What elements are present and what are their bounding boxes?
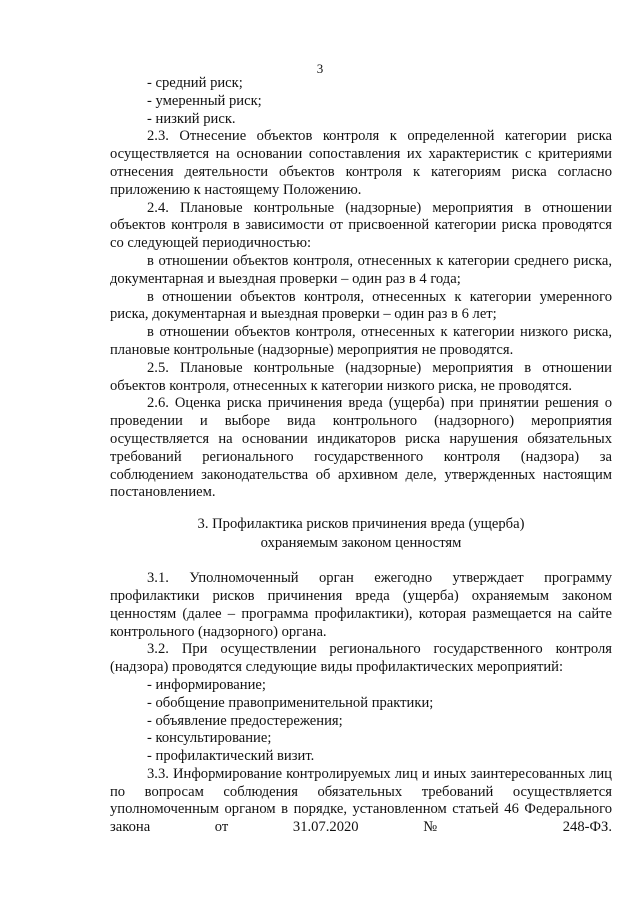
paragraph-3-3: 3.3. Информирование контролируемых лиц и иных заинтересованных лиц по вопросам соблюдения обязательных требований осуществляется уполномоченным органом в порядке, установленном статьей 46 Федерального закона от 31.07.2020 № 248-ФЗ. — [110, 765, 612, 836]
paragraph-moderate-risk-frequency: в отношении объектов контроля, отнесенных к категории умеренного риска, документарная и выездная проверки – один раз в 6 лет; — [110, 288, 612, 323]
paragraph-2-6: 2.6. Оценка риска причинения вреда (ущерба) при принятии решения о проведении и выборе вида контрольного (надзорного) мероприятия осуществляется на основании индикаторов риска нарушения обязательных требований регионального государственного контроля (надзора) за соблюдением законодательства об архивном деле, утвержденных настоящим постановлением. — [110, 395, 612, 501]
paragraph-medium-risk-frequency: в отношении объектов контроля, отнесенных к категории среднего риска, документарная и выездная проверки – один раз в 4 года; — [110, 252, 612, 287]
section-3-heading — [110, 515, 612, 553]
list-item-generalization: - обобщение правоприменительной практики; — [147, 694, 434, 711]
paragraph-low-risk-frequency: в отношении объектов контроля, отнесенных к категории низкого риска, плановые контрольные (надзорные) мероприятия не проводятся. — [110, 324, 612, 358]
document-body — [110, 75, 612, 837]
paragraph-2-4: 2.4. Плановые контрольные (надзорные) мероприятия в отношении объектов контроля в зависимости от присвоенной категории риска проводятся со следующей периодичностью: — [110, 199, 612, 252]
list-item-low-risk: - низкий риск. — [147, 110, 236, 127]
list-item-consulting: - консультирование; — [147, 730, 272, 747]
list-item-informing: - информирование; — [147, 676, 266, 693]
section-3-heading-line1: 3. Профилактика рисков причинения вреда (ущерба) — [197, 516, 525, 533]
list-item-moderate-risk: - умеренный риск; — [147, 92, 262, 109]
paragraph-3-1: 3.1. Уполномоченный орган ежегодно утверждает программу профилактики рисков причинения вреда (ущерба) охраняемым законом ценностям (далее – программа профилактики), которая размещается на сайте контрольного (надзорного) органа. — [110, 570, 612, 640]
paragraph-2-5: 2.5. Плановые контрольные (надзорные) мероприятия в отношении объектов контроля, отнесенных к категории низкого риска, не проводятся. — [110, 359, 612, 394]
section-3-heading-line2: охраняемым законом ценностям — [260, 535, 462, 552]
list-item-medium-risk: - средний риск; — [147, 75, 243, 91]
paragraph-3-2: 3.2. При осуществлении регионального государственного контроля (надзора) проводятся следующие виды профилактических мероприятий: — [110, 641, 612, 676]
list-item-warning: - объявление предостережения; — [147, 712, 343, 729]
page-number: 3 — [316, 61, 324, 76]
paragraph-2-3: 2.3. Отнесение объектов контроля к определенной категории риска осуществляется на основании сопоставления их характеристик с критериями отнесения деятельности объектов контроля к категориям риска согласно приложению к настоящему Положению. — [110, 128, 612, 198]
list-item-preventive-visit: - профилактический визит. — [147, 748, 315, 765]
